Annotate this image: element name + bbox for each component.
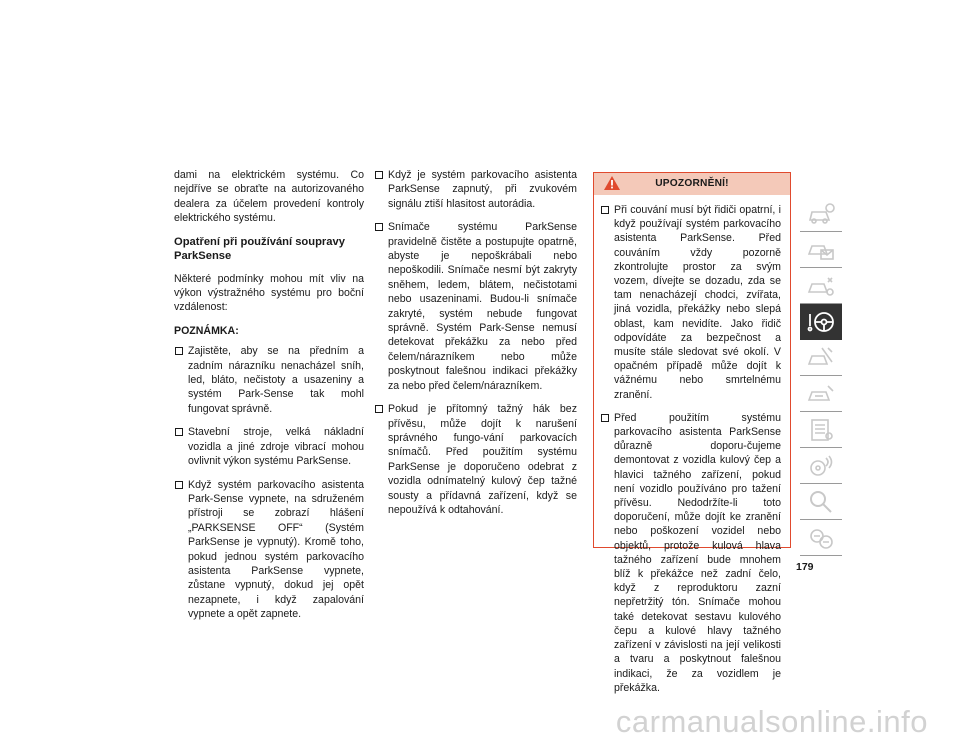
language-icon [806,524,836,552]
square-bullet-icon [601,414,609,422]
tab-car-crash[interactable] [800,340,842,376]
warning-list [594,195,790,695]
text-column-left [174,168,364,631]
intro-paragraph: dami na elektrickém systému. Co nejdříve se obraťte na autorizovaného dealera za účelem provedení kontroly elektrického systému. [174,169,364,225]
note-list [174,344,364,621]
search-icon [806,488,836,516]
car-controls-icon [806,272,836,300]
warning-box [593,172,791,694]
car-specs-icon [806,416,836,444]
text-column-middle [374,168,577,526]
car-service-icon [806,380,836,408]
note-list-continued [374,168,577,517]
tab-media[interactable] [800,448,842,484]
list-item: Při couvání musí být řidiči opatrní, i když používají systém parkovacího asistenta ParkSense. Před couváním vždy pozorně zkontrolujte prostor za svým vozem, dívejte se dozadu, zda se tam nenacházejí chodci, zvířata, jiná vozidla, překážky nebo slepá oblast, kam nevidíte. Jako řidič odpovídáte za bezpečnost a musíte stále sledovat své okolí. V opačném případě může dojít k vážnému nebo smrtelnému zranění. [600,203,781,402]
chapter-tabs [800,196,842,556]
tab-car-service[interactable] [800,376,842,412]
list-item: Když systém parkovacího asistenta Park-Sense vypnete, na sdruženém přístroji se zobrazí hlášení „PARKSENSE OFF“ (Systém ParkSense je vypnutý). Kromě toho, pokud jednou systém parkovacího asistenta ParkSense vypnete, zůstane vypnutý, dokud jej opět nezapnete, i když zapalování vypnete a opět zapnete. [174,478,364,622]
list-item: Zajistěte, aby se na předním a zadním nárazníku nenacházel sníh, led, bláto, nečistoty a usazeniny a systém Park-Sense tak mohl fungovat správně. [174,344,364,416]
warning-title: UPOZORNĚNÍ! [655,178,729,189]
square-bullet-icon [375,171,383,179]
square-bullet-icon [375,223,383,231]
square-bullet-icon [601,206,609,214]
tab-car-mail[interactable] [800,232,842,268]
list-item: Pokud je přítomný tažný hák bez přívěsu, může dojít k narušení správného fungo-vání parkovacích snímačů. Před použitím systému ParkSense je doporučeno odebrat z vozidla odnímatelný kulový čep tažné sousty a přídavná zařízení, když se nepoužívá k odtahování. [374,402,577,517]
tab-car-info[interactable] [800,196,842,232]
tab-language[interactable] [800,520,842,556]
car-info-icon [806,200,836,228]
square-bullet-icon [175,428,183,436]
conditions-paragraph: Některé podmínky mohou mít vliv na výkon výstražného systému pro boční vzdálenost: [174,272,364,314]
square-bullet-icon [375,405,383,413]
tab-car-specs[interactable] [800,412,842,448]
warning-header [594,173,790,195]
tab-steering-wheel[interactable] [800,304,842,340]
list-item: Stavební stroje, velká nákladní vozidla a jiné zdroje vibrací mohou ovlivnit výkon systému ParkSense. [174,425,364,468]
steering-wheel-icon [806,308,836,336]
list-item: Když je systém parkovacího asistenta ParkSense zapnutý, při zvukovém signálu ztiší hlasitost autorádia. [374,168,577,211]
square-bullet-icon [175,481,183,489]
page-number: 179 [796,561,814,573]
car-crash-icon [806,344,836,372]
tab-car-controls[interactable] [800,268,842,304]
watermark: carmanualsonline.info [0,704,960,742]
list-item: Před použitím systému parkovacího asistenta ParkSense důrazně doporu-čujeme demontovat z vozidla kulový čep a hlavici tažného zařízení, pokud není vozidlo používáno pro tažení přívěsu. Nedodržíte-li toto doporučení, může dojít ke zranění nebo poškození vozidel nebo objektů, protože kulová hlava tažného zařízení bude mnohem blíž k překážce než zadní čelo, když z reproduktoru zazní nepřetržitý tón. Snímače mohou také detekovat sestavu kulového čepu a kulové hlavy tažného zařízení v závislosti na její velikosti a tvaru a poskytnout falešnou indikaci, že za vozidlem je překážka. [600,411,781,695]
tab-search[interactable] [800,484,842,520]
car-mail-icon [806,236,836,264]
square-bullet-icon [175,347,183,355]
media-icon [806,452,836,480]
list-item: Snímače systému ParkSense pravidelně čistěte a postupujte opatrně, abyste je nepoškrábali nebo nepoškodili. Snímače nesmí být zakryty sněhem, ledem, blátem, nečistotami nebo usazeninami. Budou-li snímače zakryté, systém nebude fungovat správně. Systém Park-Sense nemusí detekovat překážku za nebo před čelem/nárazníkem nebo může poskytnout falešnou indikaci překážky za nebo před čelem/nárazníkem. [374,220,577,393]
note-label: POZNÁMKA: [174,324,239,337]
section-heading: Opatření při používání soupravy ParkSense [174,235,345,262]
